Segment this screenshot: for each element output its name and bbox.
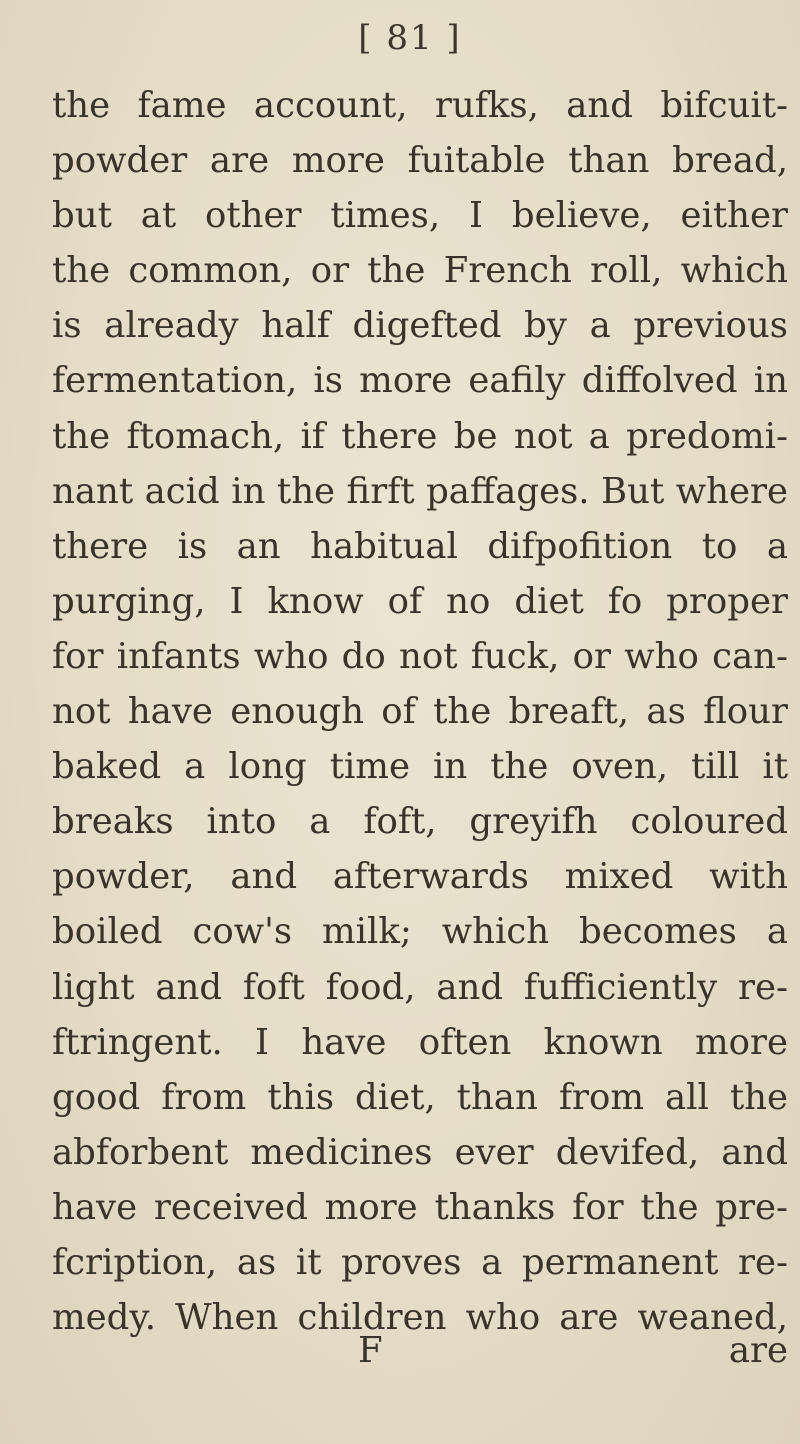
text-line-8: nant acid in the firft paffages. But where — [52, 470, 788, 512]
text-line-5: is already half digefted by a previous — [52, 305, 788, 347]
text-line-2: powder are more fuitable than bread, — [52, 140, 788, 182]
text-line-7: the ftomach, if there be not a predomi- — [52, 415, 788, 457]
text-line-4: the common, or the French roll, which — [52, 250, 788, 292]
text-line-15: powder, and afterwards mixed with — [52, 856, 788, 898]
page-footer — [52, 1330, 788, 1380]
text-line-23: medy. When children who are weaned, — [52, 1297, 788, 1339]
text-line-18: ftringent. I have often known more — [52, 1021, 788, 1063]
text-line-16: boiled cow's milk; which becomes a — [52, 911, 788, 953]
catchword: are — [728, 1330, 788, 1371]
text-line-21: have received more thanks for the pre- — [52, 1186, 788, 1228]
text-line-3: but at other times, I believe, either — [52, 195, 788, 237]
text-line-11: for infants who do not fuck, or who can- — [52, 635, 788, 677]
text-line-9: there is an habitual difpofition to a — [52, 525, 788, 567]
text-line-20: abforbent medicines ever devifed, and — [52, 1131, 788, 1173]
page-number: [ 81 ] — [358, 18, 462, 58]
text-line-13: baked a long time in the oven, till it — [52, 746, 788, 788]
signature-mark: F — [358, 1330, 383, 1371]
text-line-19: good from this diet, than from all the — [52, 1076, 788, 1118]
body-text — [52, 78, 788, 1345]
text-line-10: purging, I know of no diet fo proper — [52, 580, 788, 622]
text-line-1: the fame account, rufks, and bifcuit- — [52, 85, 788, 126]
text-line-12: not have enough of the breaft, as flour — [52, 691, 788, 733]
text-line-22: fcription, as it proves a permanent re- — [52, 1241, 788, 1283]
text-line-17: light and foft food, and fufficiently re- — [52, 966, 788, 1008]
text-line-6: fermentation, is more eafily diffolved in — [52, 360, 788, 402]
text-line-14: breaks into a foft, greyifh coloured — [52, 801, 788, 843]
